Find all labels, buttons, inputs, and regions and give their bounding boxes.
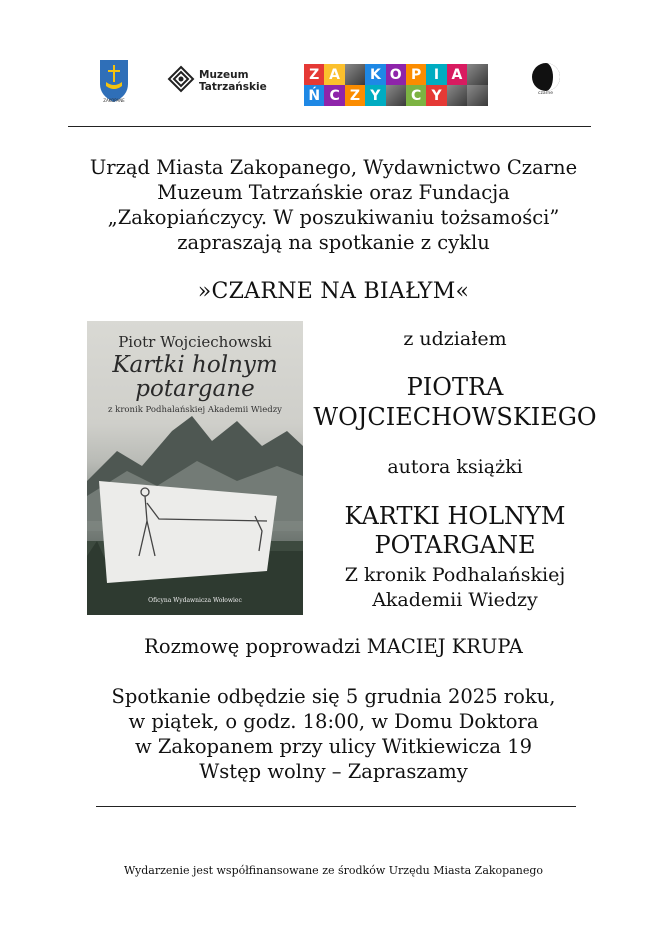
czarne-caption: czarne [538, 91, 553, 96]
details-line4: Wstęp wolny – Zapraszamy [199, 760, 468, 783]
book-subtitle-line1: Z kronik Podhalańskiej [344, 564, 566, 586]
cover-subtitle: z kronik Podhalańskiej Akademii Wiedzy [108, 405, 282, 415]
logo-letter-tile: A [447, 64, 467, 85]
muzeum-emblem-icon [166, 64, 196, 94]
book-subtitle [305, 563, 605, 613]
czarne-logo [528, 60, 564, 100]
details-line3: w Zakopanem przy ulicy Witkiewicza 19 [134, 735, 533, 758]
event-details [40, 684, 627, 784]
series-title: »CZARNE NA BIAŁYM« [197, 279, 470, 304]
zakopane-crest-logo [94, 58, 134, 106]
portrait-photo-tile [447, 85, 467, 106]
book-title-line1: KARTKI HOLNYM [344, 502, 566, 530]
logo-letter-tile: A [324, 64, 344, 85]
guest-name-line2: WOJCIECHOWSKIEGO [313, 403, 597, 431]
header-organizers [60, 155, 607, 255]
header-line3: „Zakopiańczycy. W poszukiwaniu tożsamości” [107, 206, 560, 229]
guest-role: autora książki [387, 456, 523, 478]
zakopianczycy-row2 [304, 85, 488, 106]
cover-title [87, 353, 303, 401]
book-subtitle-line2: Akademii Wiedzy [372, 589, 538, 611]
crest-caption: ZAKOPANE [103, 98, 125, 103]
portrait-photo-tile [467, 64, 487, 85]
guest-name-line1: PIOTRA [406, 373, 504, 401]
portrait-photo-tile [467, 85, 487, 106]
logo-letter-tile: I [426, 64, 446, 85]
book-cover-image [87, 321, 303, 615]
details-line1: Spotkanie odbędzie się 5 grudnia 2025 roku, [111, 685, 556, 708]
logo-letter-tile: K [365, 64, 385, 85]
top-divider [68, 126, 591, 127]
funding-footer: Wydarzenie jest współfinansowane ze środków Urzędu Miasta Zakopanego [123, 864, 544, 877]
muzeum-line2: Tatrzańskie [199, 81, 267, 93]
bottom-divider [96, 806, 576, 807]
zakopianczycy-logo [304, 64, 488, 106]
portrait-photo-tile [345, 64, 365, 85]
logo-letter-tile: Z [304, 64, 324, 85]
cover-author: Piotr Wojciechowski [118, 333, 272, 351]
logo-letter-tile: C [324, 85, 344, 106]
header-line2: Muzeum Tatrzańskie oraz Fundacja [157, 181, 510, 204]
guest-name [305, 372, 605, 432]
logo-letter-tile: P [406, 64, 426, 85]
cover-title-line1: Kartki holnym [112, 352, 278, 378]
portrait-photo-tile [386, 85, 406, 106]
details-line2: w piątek, o godz. 18:00, w Domu Doktora [128, 710, 539, 733]
guest-intro: z udziałem [403, 328, 507, 350]
logo-letter-tile: Ń [304, 85, 324, 106]
muzeum-line1: Muzeum [199, 69, 249, 81]
header-line4: zapraszają na spotkanie z cyklu [177, 231, 490, 254]
muzeum-tatrzanskie-logo [166, 64, 267, 98]
logo-letter-tile: C [406, 85, 426, 106]
logo-letter-tile: Y [426, 85, 446, 106]
logo-letter-tile: Y [365, 85, 385, 106]
book-title-line2: POTARGANE [374, 531, 536, 559]
logo-letter-tile: O [386, 64, 406, 85]
cover-title-line2: potargane [135, 376, 255, 402]
book-title [305, 502, 605, 560]
cover-publisher: Oficyna Wydawnicza Wołowiec [148, 597, 242, 604]
logo-letter-tile: Z [345, 85, 365, 106]
zakopianczycy-row1 [304, 64, 488, 85]
moderator-line: Rozmowę poprowadzi MACIEJ KRUPA [144, 635, 523, 658]
header-line1: Urząd Miasta Zakopanego, Wydawnictwo Czarne [89, 156, 578, 179]
